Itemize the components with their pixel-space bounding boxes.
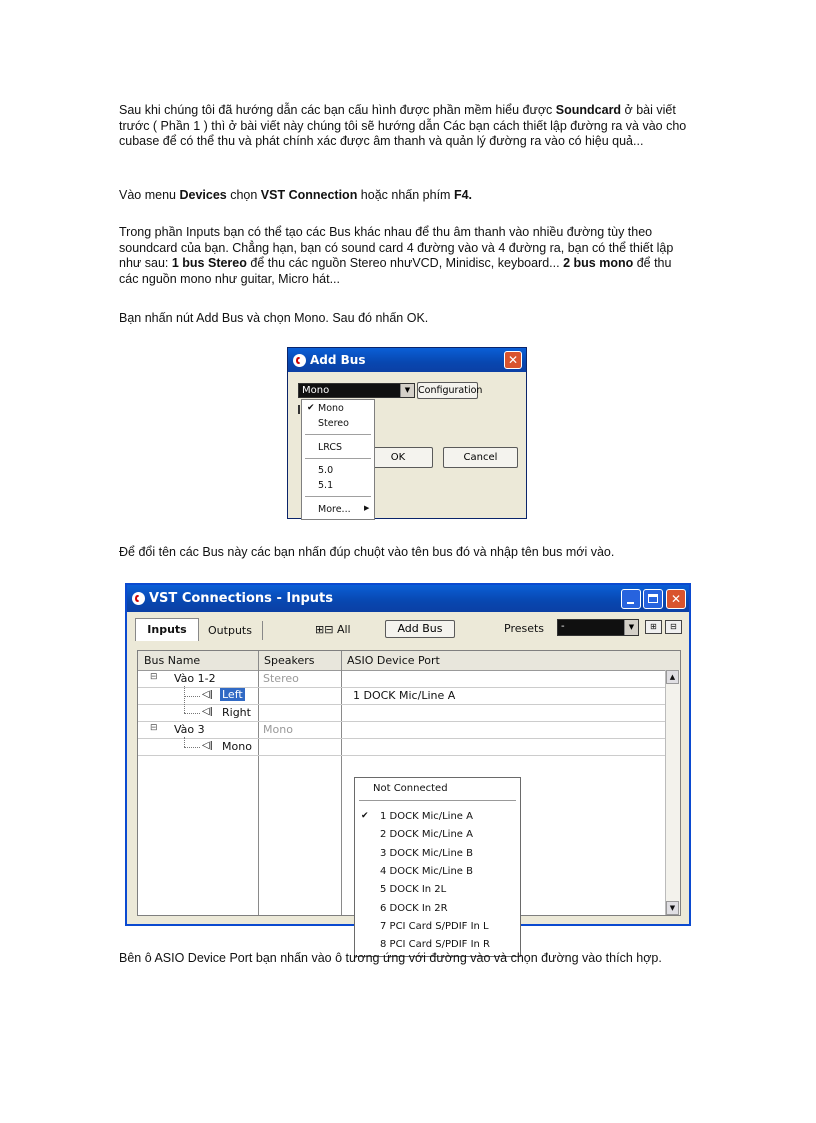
menu-instruction xyxy=(119,188,694,204)
dialog-title: Add Bus xyxy=(310,353,366,367)
vertical-scrollbar[interactable] xyxy=(665,670,680,915)
menu-item[interactable]: 5.1 xyxy=(318,480,334,491)
soundcard-term: Soundcard xyxy=(555,103,622,117)
expand-collapse-icon: ⊞⊟ xyxy=(315,623,334,636)
menu-item[interactable]: 5.0 xyxy=(318,465,334,476)
stereo-bus-term: 1 bus Stereo xyxy=(171,256,247,270)
tree-line xyxy=(184,686,186,713)
bus-name[interactable]: Vào 1-2 xyxy=(174,672,216,685)
presets-label: Presets xyxy=(504,622,545,635)
speaker-icon: ◁ǀ xyxy=(202,740,213,751)
text: Trong phần Inputs bạn có thể tạo các Bus khác nhau để thu âm thanh vào nhiều đường tùy theo soundcard của bạn. Chẳng hạn, bạn có sound card 4 đường vào và 4 đường ra, bạn có thể thiết lập như sau: xyxy=(119,225,674,270)
intro-paragraph xyxy=(119,103,694,150)
maximize-icon[interactable] xyxy=(643,589,663,609)
f4-key-term: F4. xyxy=(453,188,472,202)
bus-type-value: Mono xyxy=(302,385,330,396)
menu-item[interactable]: LRCS xyxy=(318,442,343,453)
text: để thu các nguồn mono như guitar, Micro hát... xyxy=(119,256,672,286)
bus-name[interactable]: Mono xyxy=(222,740,252,753)
close-icon[interactable]: ✕ xyxy=(504,351,522,369)
port-menu-item[interactable]: 2 DOCK Mic/Line A xyxy=(380,829,473,840)
bus-type-select[interactable] xyxy=(298,383,415,398)
bus-name[interactable]: Vào 3 xyxy=(174,723,205,736)
tree-line xyxy=(184,696,200,698)
port-menu-item[interactable]: 1 DOCK Mic/Line A xyxy=(380,811,473,822)
delete-preset-icon[interactable]: ⊟ xyxy=(665,620,682,634)
tree-line xyxy=(184,737,186,747)
port-menu-item[interactable]: 5 DOCK In 2L xyxy=(380,884,447,895)
window-title: VST Connections - Inputs xyxy=(149,591,333,606)
expand-all-toggle[interactable] xyxy=(315,621,351,639)
menu-item[interactable]: Mono xyxy=(318,403,344,414)
bus-name[interactable]: Right xyxy=(222,706,251,719)
vst-connections-window xyxy=(125,583,691,950)
menu-divider xyxy=(305,434,371,435)
col-bus-name[interactable]: Bus Name xyxy=(144,654,201,667)
table-row[interactable] xyxy=(138,739,666,755)
bus-type-menu xyxy=(301,399,375,520)
cubase-logo-icon xyxy=(132,592,145,605)
intro-text-cont: ở bài viết trước ( Phần 1 ) thì ở bài viết này chúng tôi sẽ hướng dẫn Các bạn cách thiết lập đường ra và vào cho cubase để có thể thu và phát chính xác được âm thanh và quản lý đường ra vào có hiệu quả... xyxy=(119,103,687,148)
dialog-title-bar xyxy=(288,348,526,372)
menu-item[interactable]: Stereo xyxy=(318,418,349,429)
speakers-value: Mono xyxy=(263,723,293,736)
menu-divider xyxy=(305,496,371,497)
rename-instruction: Để đổi tên các Bus này các bạn nhấn đúp chuột vào tên bus đó và nhập tên bus mới vào. xyxy=(119,545,615,559)
bus-name[interactable]: Left xyxy=(222,688,243,701)
port-menu-item[interactable]: 7 PCI Card S/PDIF In L xyxy=(380,921,489,932)
chevron-down-icon[interactable]: ▼ xyxy=(400,384,414,397)
table-row[interactable] xyxy=(138,671,666,687)
checkmark-icon: ✔ xyxy=(307,403,315,413)
menu-divider xyxy=(305,458,371,459)
text: để thu các nguồn Stereo nhưVCD, Minidisc, keyboard... xyxy=(246,256,564,270)
col-asio-port[interactable]: ASIO Device Port xyxy=(347,654,440,667)
connections-table xyxy=(137,650,681,950)
menu-divider xyxy=(359,800,516,801)
cubase-logo-icon xyxy=(293,354,306,367)
asio-port-value[interactable]: 1 DOCK Mic/Line A xyxy=(353,689,456,702)
asio-port-menu xyxy=(354,777,521,957)
col-speakers[interactable]: Speakers xyxy=(264,654,315,667)
presets-value: - xyxy=(561,621,565,632)
save-preset-icon[interactable]: ⊞ xyxy=(645,620,662,634)
speaker-icon: ◁ǀ xyxy=(202,689,213,700)
configuration-button[interactable]: Configuration xyxy=(417,382,478,399)
tab-label: Inputs xyxy=(147,623,187,636)
all-label: All xyxy=(336,623,351,636)
tree-line xyxy=(184,747,200,749)
close-icon[interactable]: ✕ xyxy=(666,589,686,609)
mono-bus-term: 2 bus mono xyxy=(563,256,634,270)
intro-text: Sau khi chúng tôi đã hướng dẫn các bạn cấu hình được phần mềm hiểu được xyxy=(119,103,556,117)
minimize-icon[interactable] xyxy=(621,589,641,609)
menu-item[interactable]: More... xyxy=(318,504,351,515)
submenu-arrow-icon: ▶ xyxy=(364,504,370,512)
port-menu-item[interactable]: 3 DOCK Mic/Line B xyxy=(380,848,473,859)
inputs-paragraph xyxy=(119,225,694,287)
scroll-down-icon[interactable]: ▼ xyxy=(666,901,679,915)
tree-line xyxy=(184,713,200,715)
tab-label: Outputs xyxy=(208,624,252,637)
ok-button[interactable]: OK xyxy=(363,447,433,468)
port-menu-item[interactable]: 4 DOCK Mic/Line B xyxy=(380,866,473,877)
collapse-icon[interactable]: ⊟ xyxy=(150,723,158,733)
table-row[interactable] xyxy=(138,722,666,738)
asio-port-instruction: Bên ô ASIO Device Port bạn nhấn vào ô tương ứng với đường vào và chọn đường vào thích hợp. xyxy=(119,951,662,965)
devices-term: Devices xyxy=(179,188,227,202)
text: Vào menu xyxy=(119,188,180,202)
port-menu-item[interactable]: 8 PCI Card S/PDIF In R xyxy=(380,939,490,950)
row-divider xyxy=(138,755,666,756)
tab-outputs[interactable] xyxy=(198,621,263,640)
speakers-value: Stereo xyxy=(263,672,299,685)
port-menu-item[interactable]: 6 DOCK In 2R xyxy=(380,903,448,914)
window-title-bar xyxy=(127,585,689,612)
add-bus-instruction: Bạn nhấn nút Add Bus và chọn Mono. Sau đó nhấn OK. xyxy=(119,311,429,325)
add-bus-button[interactable]: Add Bus xyxy=(385,620,455,638)
table-row[interactable] xyxy=(138,705,666,721)
not-connected-item[interactable]: Not Connected xyxy=(373,783,448,794)
tab-inputs[interactable] xyxy=(135,618,199,641)
checkmark-icon: ✔ xyxy=(361,811,369,821)
dialog-label-stub xyxy=(298,405,300,414)
vst-connection-term: VST Connection xyxy=(260,188,358,202)
cancel-button[interactable]: Cancel xyxy=(443,447,518,468)
chevron-down-icon[interactable]: ▼ xyxy=(624,620,638,635)
add-bus-dialog xyxy=(287,347,527,519)
presets-select[interactable] xyxy=(557,619,639,636)
tab-strip xyxy=(135,616,685,640)
text: chọn xyxy=(226,188,261,202)
speaker-icon: ◁ǀ xyxy=(202,706,213,717)
scroll-up-icon[interactable]: ▲ xyxy=(666,670,679,684)
table-header xyxy=(138,651,680,671)
text: hoặc nhấn phím xyxy=(357,188,454,202)
table-row[interactable] xyxy=(138,688,666,704)
collapse-icon[interactable]: ⊟ xyxy=(150,672,158,682)
